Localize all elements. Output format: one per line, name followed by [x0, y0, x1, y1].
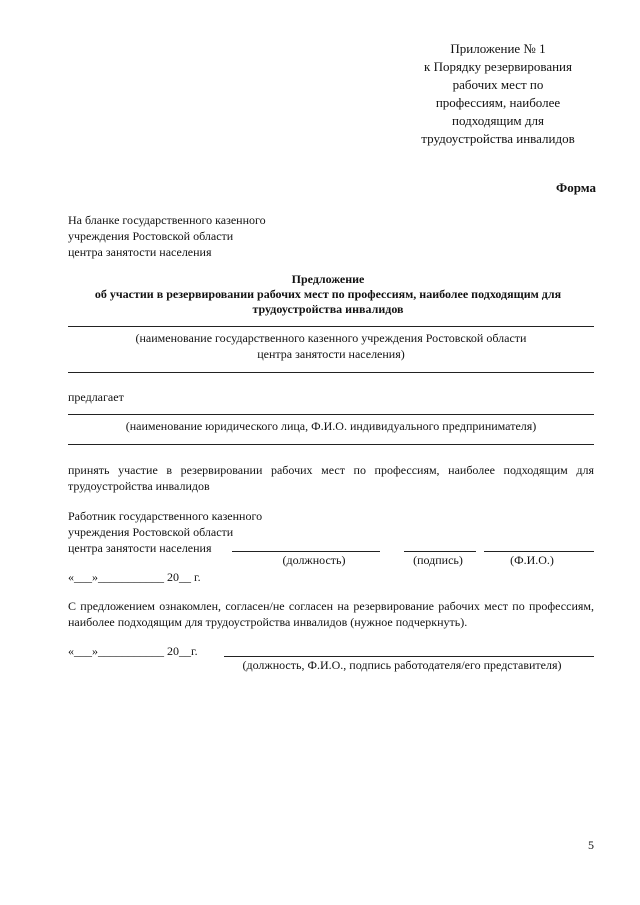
employer-caption: (должность, Ф.И.О., подпись работодателя/его представителя) [242, 658, 562, 672]
entity-caption: (наименование юридического лица, Ф.И.О. индивидуального предпринимателя) [125, 419, 537, 433]
date-line-1: «___»___________ 20__ г. [68, 570, 201, 584]
center-name-line-2 [68, 372, 594, 373]
document-title [56, 272, 600, 317]
appendix-block [398, 40, 598, 148]
entity-name-line [68, 414, 594, 415]
page-number: 5 [588, 838, 594, 852]
appendix-line: к Порядку резервирования [424, 59, 572, 74]
center-name-caption [68, 330, 594, 362]
center-name-line [68, 326, 594, 327]
appendix-line: рабочих мест по [452, 77, 544, 92]
employee-line: Работник государственного казенного [68, 509, 263, 523]
letterhead-line: центра занятости населения [68, 245, 212, 259]
participation-text: принять участие в резервировании рабочих мест по профессиям, наиболее подходящим для трудоустройства инвалидов [68, 463, 594, 493]
title-line-3: трудоустройства инвалидов [252, 302, 404, 316]
title-line-2: об участии в резервировании рабочих мест по профессиям, наиболее подходящим для [94, 287, 562, 301]
name-caption: (Ф.И.О.) [510, 553, 554, 567]
appendix-line: Приложение № 1 [450, 41, 546, 56]
letterhead-note [68, 212, 266, 260]
letterhead-line: учреждения Ростовской области [68, 229, 234, 243]
appendix-line: подходящим для [452, 113, 544, 128]
position-caption: (должность) [282, 553, 346, 567]
date-line-2: «___»___________ 20__г. [68, 644, 198, 658]
employee-line: учреждения Ростовской области [68, 525, 234, 539]
employee-line: центра занятости населения [68, 541, 212, 555]
appendix-line: трудоустройства инвалидов [421, 131, 575, 146]
employee-block [68, 508, 262, 556]
acquaintance-text: С предложением ознакомлен, согласен/не согласен на резервирование рабочих мест по профессиям, наиболее подходящим для трудоустройства инвалидов (нужное подчеркнуть). [68, 599, 594, 629]
signature-caption: (подпись) [413, 553, 463, 567]
center-caption-line-1: (наименование государственного казенного учреждения Ростовской области [135, 331, 527, 345]
offers-label: предлагает [68, 390, 124, 404]
form-label: Форма [556, 180, 596, 195]
letterhead-line: На бланке государственного казенного [68, 213, 266, 227]
title-line-1: Предложение [291, 272, 365, 286]
entity-name-line-2 [68, 444, 594, 445]
appendix-line: профессиям, наиболее [435, 95, 561, 110]
center-caption-line-2: центра занятости населения) [257, 347, 405, 361]
